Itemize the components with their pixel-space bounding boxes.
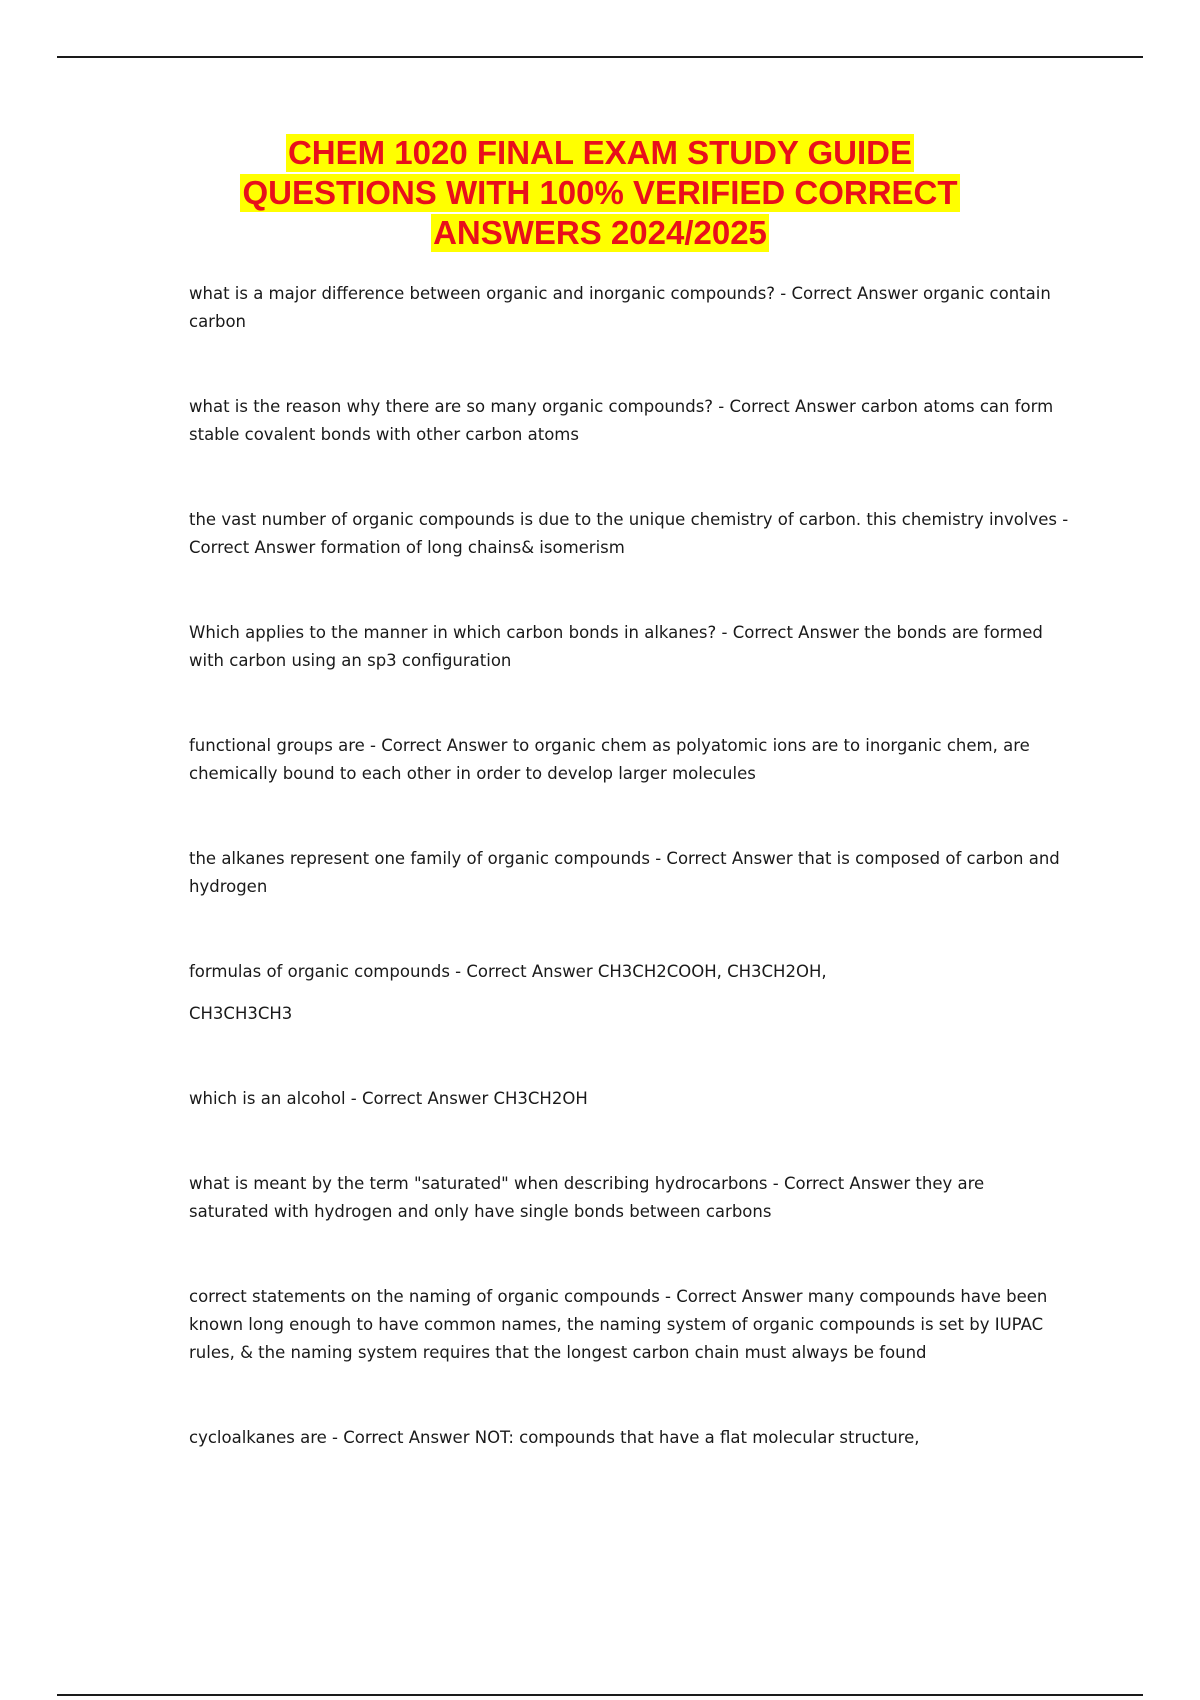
qa-text: which is an alcohol - Correct Answer CH3CH2OH — [189, 1089, 588, 1108]
qa-text: Which applies to the manner in which carbon bonds in alkanes? - Correct Answer the bonds are formed with carbon using an sp3 configuration — [189, 623, 1043, 670]
formula-continuation: CH3CH3CH3 — [189, 1004, 293, 1023]
document-title — [100, 134, 1100, 254]
qa-text: formulas of organic compounds - Correct Answer CH3CH2COOH, CH3CH2OH, — [189, 962, 827, 981]
qa-item-11 — [189, 1424, 1069, 1452]
qa-text: the alkanes represent one family of organic compounds - Correct Answer that is composed of carbon and hydrogen — [189, 849, 1060, 896]
qa-text: what is meant by the term "saturated" when describing hydrocarbons - Correct Answer they are saturated with hydrogen and only have single bonds between carbons — [189, 1174, 985, 1221]
title-line-3: ANSWERS 2024/2025 — [433, 214, 767, 251]
qa-item-8 — [189, 1085, 1069, 1113]
qa-item-1 — [189, 280, 1069, 336]
qa-text: correct statements on the naming of organic compounds - Correct Answer many compounds have been known long enough to have common names, the naming system of organic compounds is set by IUPAC rules, & the naming system requires that the longest carbon chain must always be found — [189, 1287, 1048, 1362]
bottom-rule — [57, 1694, 1143, 1696]
qa-item-6 — [189, 845, 1069, 901]
qa-item-2 — [189, 393, 1069, 449]
qa-item-5 — [189, 732, 1069, 788]
qa-text: functional groups are - Correct Answer to organic chem as polyatomic ions are to inorganic chem, are chemically bound to each other in order to develop larger molecules — [189, 736, 1030, 783]
qa-text: what is a major difference between organic and inorganic compounds? - Correct Answer organic contain carbon — [189, 284, 1051, 331]
qa-item-7 — [189, 958, 1069, 1028]
qa-item-9 — [189, 1170, 1069, 1226]
qa-text: what is the reason why there are so many organic compounds? - Correct Answer carbon atoms can form stable covalent bonds with other carbon atoms — [189, 397, 1054, 444]
title-line-2: QUESTIONS WITH 100% VERIFIED CORRECT — [242, 174, 958, 211]
qa-item-10 — [189, 1283, 1069, 1367]
title-line-1: CHEM 1020 FINAL EXAM STUDY GUIDE — [287, 134, 913, 171]
qa-item-3 — [189, 506, 1069, 562]
qa-text: the vast number of organic compounds is due to the unique chemistry of carbon. this chemistry involves - Correct Answer formation of long chains& isomerism — [189, 510, 1069, 557]
qa-text: cycloalkanes are - Correct Answer NOT: compounds that have a flat molecular structure, — [189, 1428, 920, 1447]
top-rule — [57, 56, 1143, 58]
qa-list — [189, 280, 1069, 1509]
qa-item-4 — [189, 619, 1069, 675]
